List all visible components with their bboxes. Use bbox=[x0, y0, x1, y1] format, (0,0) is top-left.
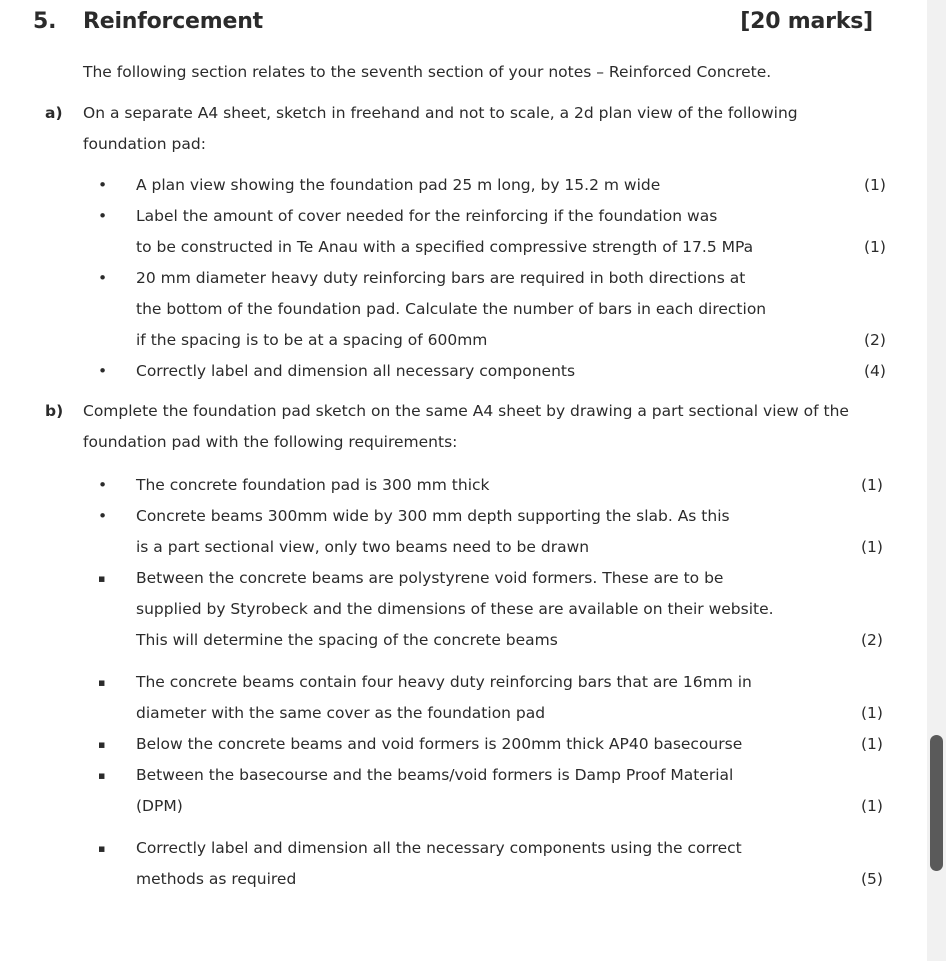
marks-value: (1) bbox=[861, 704, 883, 722]
round-bullet-icon: • bbox=[98, 362, 108, 380]
list-item-text: the bottom of the foundation pad. Calculate the number of bars in each direction bbox=[136, 300, 767, 318]
list-item-line bbox=[136, 594, 927, 625]
requirement-list bbox=[0, 458, 927, 895]
marks-value: (1) bbox=[861, 476, 883, 494]
list-item-line bbox=[136, 625, 927, 656]
list-item-text: Between the concrete beams are polystyrene void formers. These are to be bbox=[136, 569, 724, 587]
list-item-line bbox=[136, 729, 927, 760]
list-item-line bbox=[136, 294, 927, 325]
vertical-scrollbar-thumb[interactable] bbox=[930, 735, 943, 871]
list-item-body bbox=[136, 470, 927, 501]
requirement-list bbox=[0, 160, 927, 387]
list-item-line bbox=[136, 501, 927, 532]
list-item-body bbox=[136, 263, 927, 356]
list-item-line bbox=[136, 263, 927, 294]
list-item bbox=[0, 501, 927, 563]
part-label: b) bbox=[45, 402, 64, 420]
marks-value: (2) bbox=[861, 631, 883, 649]
list-item-text: to be constructed in Te Anau with a specified compressive strength of 17.5 MPa bbox=[136, 238, 754, 256]
total-marks-badge: [20 marks] bbox=[740, 9, 873, 34]
list-item-line bbox=[136, 760, 927, 791]
list-item-body bbox=[136, 201, 927, 263]
round-bullet-icon: • bbox=[98, 207, 108, 225]
list-item-text: methods as required bbox=[136, 870, 297, 888]
list-item-line bbox=[136, 563, 927, 594]
marks-value: (2) bbox=[864, 331, 886, 349]
list-item-text: 20 mm diameter heavy duty reinforcing bars are required in both directions at bbox=[136, 269, 746, 287]
list-item bbox=[0, 356, 927, 387]
question-header bbox=[0, 0, 927, 51]
marks-value: (1) bbox=[861, 538, 883, 556]
list-item-line bbox=[136, 791, 927, 822]
list-item-text: Below the concrete beams and void formers is 200mm thick AP40 basecourse bbox=[136, 735, 743, 753]
square-bullet-icon: ▪ bbox=[98, 572, 106, 585]
list-item bbox=[0, 263, 927, 356]
marks-value: (5) bbox=[861, 870, 883, 888]
list-item bbox=[0, 760, 927, 822]
round-bullet-icon: • bbox=[98, 269, 108, 287]
list-item-text: supplied by Styrobeck and the dimensions of these are available on their website. bbox=[136, 600, 774, 618]
list-item bbox=[0, 563, 927, 656]
list-item-text: diameter with the same cover as the foundation pad bbox=[136, 704, 546, 722]
square-bullet-icon: ▪ bbox=[98, 676, 106, 689]
part-stem-text: Complete the foundation pad sketch on the same A4 sheet by drawing a part sectional view of the foundation pad with the following requirements: bbox=[83, 402, 849, 451]
list-item bbox=[0, 170, 927, 201]
intro-paragraph: The following section relates to the seventh section of your notes – Reinforced Concrete. bbox=[83, 63, 772, 81]
list-item-line bbox=[136, 356, 927, 387]
round-bullet-icon: • bbox=[98, 507, 108, 525]
list-item-body bbox=[136, 833, 927, 895]
list-item-line bbox=[136, 170, 927, 201]
list-item-text: (DPM) bbox=[136, 797, 183, 815]
list-item-body bbox=[136, 501, 927, 563]
list-item-body bbox=[136, 729, 927, 760]
list-item-line bbox=[136, 470, 927, 501]
list-item bbox=[0, 729, 927, 760]
marks-value: (1) bbox=[864, 176, 886, 194]
list-item-line bbox=[136, 667, 927, 698]
square-bullet-icon: ▪ bbox=[98, 738, 106, 751]
list-item-text: The concrete beams contain four heavy duty reinforcing bars that are 16mm in bbox=[136, 673, 752, 691]
vertical-scrollbar-track[interactable] bbox=[927, 0, 946, 961]
question-parts-container bbox=[0, 88, 927, 895]
list-item-text: This will determine the spacing of the concrete beams bbox=[136, 631, 558, 649]
marks-value: (1) bbox=[864, 238, 886, 256]
list-item-text: Label the amount of cover needed for the reinforcing if the foundation was bbox=[136, 207, 718, 225]
round-bullet-icon: • bbox=[98, 176, 108, 194]
round-bullet-icon: • bbox=[98, 476, 108, 494]
list-item-body bbox=[136, 667, 927, 729]
list-item-text: Correctly label and dimension all necessary components bbox=[136, 362, 576, 380]
list-item-text: Concrete beams 300mm wide by 300 mm depth supporting the slab. As this bbox=[136, 507, 730, 525]
list-item-line bbox=[136, 532, 927, 563]
list-item-line bbox=[136, 232, 927, 263]
square-bullet-icon: ▪ bbox=[98, 842, 106, 855]
list-item-text: is a part sectional view, only two beams need to be drawn bbox=[136, 538, 590, 556]
list-item-text: if the spacing is to be at a spacing of 600mm bbox=[136, 331, 488, 349]
intro-paragraph-block bbox=[0, 51, 927, 88]
square-bullet-icon: ▪ bbox=[98, 769, 106, 782]
list-item-line bbox=[136, 698, 927, 729]
question-number: 5. bbox=[33, 9, 57, 34]
page-title: Reinforcement bbox=[83, 9, 263, 34]
question-part-b bbox=[0, 387, 927, 895]
list-item-text: Between the basecourse and the beams/void formers is Damp Proof Material bbox=[136, 766, 734, 784]
list-item-body bbox=[136, 170, 927, 201]
list-item-text: A plan view showing the foundation pad 25 m long, by 15.2 m wide bbox=[136, 176, 661, 194]
marks-value: (1) bbox=[861, 797, 883, 815]
list-item-body bbox=[136, 563, 927, 656]
list-item-body bbox=[136, 356, 927, 387]
list-item-text: The concrete foundation pad is 300 mm thick bbox=[136, 476, 490, 494]
question-part-a bbox=[0, 88, 927, 387]
list-item bbox=[0, 201, 927, 263]
list-item-line bbox=[136, 864, 927, 895]
list-item-line bbox=[136, 201, 927, 232]
marks-value: (4) bbox=[864, 362, 886, 380]
list-item bbox=[0, 470, 927, 501]
part-label: a) bbox=[45, 104, 63, 122]
list-item bbox=[0, 667, 927, 729]
part-stem-text: On a separate A4 sheet, sketch in freehand and not to scale, a 2d plan view of the following foundation pad: bbox=[83, 104, 798, 153]
list-item-body bbox=[136, 760, 927, 822]
list-item bbox=[0, 833, 927, 895]
list-item-line bbox=[136, 833, 927, 864]
list-item-text: Correctly label and dimension all the necessary components using the correct bbox=[136, 839, 742, 857]
marks-value: (1) bbox=[861, 735, 883, 753]
list-item-line bbox=[136, 325, 927, 356]
